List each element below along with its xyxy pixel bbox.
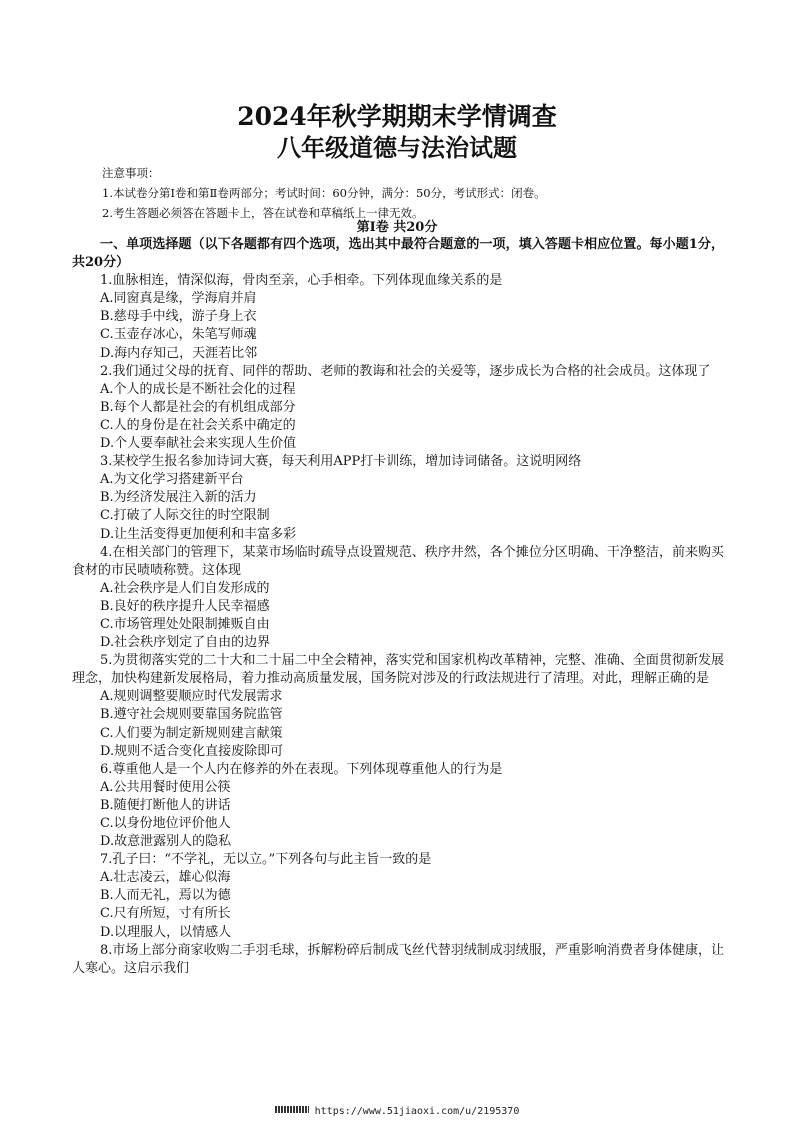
option-a: A.公共用餐时使用公筷: [100, 779, 231, 795]
option-c: C.玉壶存冰心，朱笔写师魂: [100, 327, 257, 343]
question: [72, 851, 724, 941]
option-a: A.同窗真是缘，学海肩并肩: [100, 291, 257, 307]
instructions: 一、单项选择题（以下各题都有四个选项，选出其中最符合题意的一项，填入答题卡相应位置。每小题1分，共20分）: [72, 237, 724, 271]
option-c: C.人的身份是在社会关系中确定的: [100, 417, 296, 433]
option-a: A.壮志凌云，雄心似海: [100, 870, 231, 886]
question-stem: 3.某校学生报名参加诗词大赛，每天利用APP打卡训练，增加诗词储备。这说明网络: [100, 454, 582, 470]
option-d: D.社会秩序划定了自由的边界: [100, 635, 271, 651]
option-b: B.为经济发展注入新的活力: [100, 490, 257, 506]
question: [72, 942, 724, 978]
question: [72, 453, 724, 543]
option-c: C.以身份地位评价他人: [100, 816, 231, 831]
note-item: 1.本试卷分第Ⅰ卷和第Ⅱ卷两部分；考试时间：60分钟，满分：50分，考试形式：闭卷。: [102, 186, 546, 200]
option-b: B.良好的秩序提升人民幸福感: [100, 598, 270, 614]
notes-heading: 注意事项：: [102, 166, 160, 180]
option-d: D.故意泄露别人的隐私: [100, 834, 232, 850]
question: [72, 652, 724, 761]
option-a: A.规则调整要顺应时代发展需求: [100, 689, 283, 705]
question: [72, 544, 724, 653]
option-d: D.让生活变得更加便利和丰富多彩: [100, 526, 297, 542]
option-a: A.为文化学习搭建新平台: [100, 472, 244, 488]
footer: [0, 1106, 794, 1118]
option-c: C.市场管理处处限制摊贩自由: [100, 616, 270, 632]
option-d: D.规则不适合变化直接废除即可: [100, 743, 284, 759]
note-item: 2.考生答题必须答在答题卡上，答在试卷和草稿纸上一律无效。: [102, 206, 424, 220]
option-b: B.慈母手中线，游子身上衣: [100, 309, 257, 325]
logo-icon: [275, 1106, 309, 1113]
question-stem: 1.血脉相连，情深似海，骨肉至亲，心手相牵。下列体现血缘关系的是: [100, 273, 503, 289]
question-stem: 8.市场上部分商家收购二手羽毛球，拆解粉碎后制成飞丝代替羽绒制成羽绒服，严重影响消费者身体健康，让人寒心。这启示我们: [72, 942, 724, 976]
section-heading: 第Ⅰ卷 共20分: [356, 220, 438, 235]
option-b: B.人而无礼，焉以为德: [100, 888, 231, 904]
question-stem: 2.我们通过父母的抚育、同伴的帮助、老师的教诲和社会的关爱等，逐步成长为合格的社会成员。这体现了: [100, 363, 711, 379]
option-c: C.人们要为制定新规则建言献策: [100, 725, 283, 741]
question-stem: 6.尊重他人是一个人内在修养的外在表现。下列体现尊重他人的行为是: [100, 761, 503, 777]
option-c: C.打破了人际交往的时空限制: [100, 508, 270, 524]
question: [72, 761, 724, 851]
option-b: B.每个人都是社会的有机组成部分: [100, 399, 296, 415]
question-stem: 7.孔子曰：“不学礼，无以立。”下列各句与此主旨一致的是: [100, 852, 432, 868]
exam-title: 2024年秋学期期末学情调查: [237, 102, 557, 131]
question-list: [72, 236, 724, 978]
question: [72, 272, 724, 362]
option-b: B.遵守社会规则要靠国务院监管: [100, 707, 283, 723]
option-b: B.随便打断他人的讲话: [100, 797, 231, 813]
question-stem: 4.在相关部门的管理下，某菜市场临时疏导点设置规范、秩序井然，各个摊位分区明确、干净整洁，前来购买食材的市民啧啧称赞。这体现: [72, 544, 724, 578]
option-c: C.尺有所短，寸有所长: [100, 906, 231, 922]
option-d: D.以理服人，以情感人: [100, 924, 232, 940]
question-stem: 5.为贯彻落实党的二十大和二十届二中全会精神，落实党和国家机构改革精神，完整、准确、全面贯彻新发展理念，加快构建新发展格局，着力推动高质量发展，国务院对涉及的行政法规进行了清理。对此，理解正确的是: [72, 653, 724, 687]
option-d: D.海内存知己，天涯若比邻: [100, 345, 258, 361]
notes-block: [102, 163, 742, 223]
exam-subtitle: 八年级道德与法治试题: [277, 133, 517, 162]
option-a: A.社会秩序是人们自发形成的: [100, 580, 270, 596]
option-a: A.个人的成长是不断社会化的过程: [100, 381, 296, 397]
option-d: D.个人要奉献社会来实现人生价值: [100, 436, 297, 452]
footer-url[interactable]: https://www.51jiaoxi.com/u/2195370: [314, 1106, 520, 1117]
question: [72, 363, 724, 453]
